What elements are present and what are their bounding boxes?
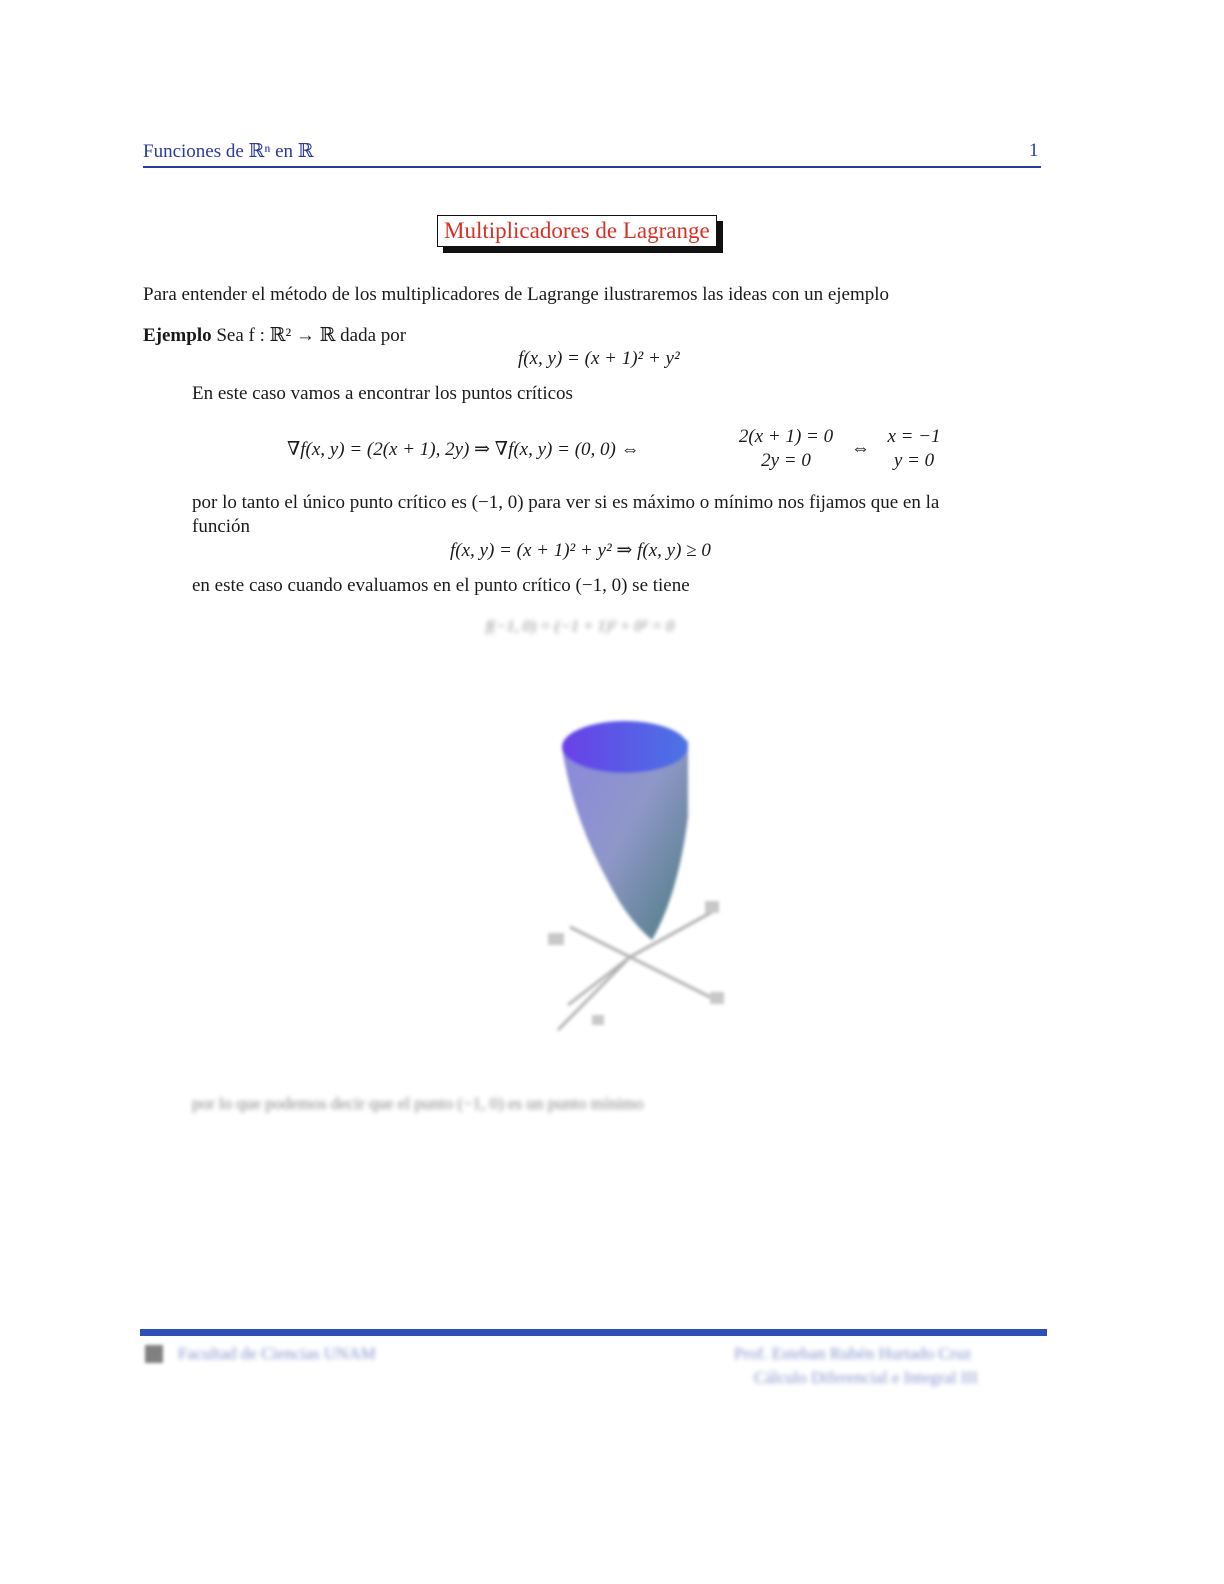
system-2-line-2: y = 0 xyxy=(893,450,935,471)
running-header-title: Funciones de ℝⁿ en ℝ xyxy=(143,141,314,162)
section-title: Multiplicadores de Lagrange xyxy=(437,215,717,247)
conclusion-line-2: función xyxy=(192,516,251,537)
footer-rule xyxy=(140,1329,1047,1336)
system-2-line-1: x = −1 xyxy=(887,426,941,447)
footer-institution: Facultad de Ciencias UNAM xyxy=(178,1344,376,1363)
system-1-line-2: 2y = 0 xyxy=(761,450,811,471)
final-conclusion: por lo que podemos decir que el punto (−1, 0) es un punto mínimo xyxy=(192,1094,644,1113)
conclusion-line-1: por lo tanto el único punto crítico es (−1, 0) para ver si es máximo o mínimo nos fijamos que en la xyxy=(192,492,940,513)
footer-author: Prof. Esteban Rubén Hurtado Cruz xyxy=(734,1344,972,1363)
evaluated-formula: f(−1, 0) = (−1 + 1)² + 0² = 0 xyxy=(486,618,675,635)
gradient-equation: ∇f(x, y) = (2(x + 1), 2y) ⇒ ∇f(x, y) = (0, 0) ⇔ xyxy=(287,439,640,460)
critical-intro: En este caso vamos a encontrar los puntos críticos xyxy=(192,383,573,404)
page-number: 1 xyxy=(1029,140,1039,161)
paraboloid-plot xyxy=(530,705,750,1045)
logo-icon xyxy=(145,1345,163,1363)
example-text: Sea f : ℝ² → ℝ dada por xyxy=(216,325,407,346)
header-rule xyxy=(143,166,1041,168)
example-label: Ejemplo xyxy=(143,325,212,346)
function-formula: f(x, y) = (x + 1)² + y² xyxy=(518,348,680,369)
example-line xyxy=(143,324,406,347)
system-2 xyxy=(878,425,950,473)
equivalence-symbol: ⇔ xyxy=(851,438,870,459)
intro-paragraph: Para entender el método de los multiplicadores de Lagrange ilustraremos las ideas con un ejemplo xyxy=(143,284,890,305)
footer-course: Cálculo Diferencial e Integral III xyxy=(754,1368,978,1387)
inequality-formula: f(x, y) = (x + 1)² + y² ⇒ f(x, y) ≥ 0 xyxy=(450,540,711,561)
system-1-line-1: 2(x + 1) = 0 xyxy=(738,426,834,447)
system-1 xyxy=(728,425,844,473)
paraboloid-figure xyxy=(530,705,750,1045)
evaluate-text: en este caso cuando evaluamos en el punto crítico (−1, 0) se tiene xyxy=(192,575,690,596)
